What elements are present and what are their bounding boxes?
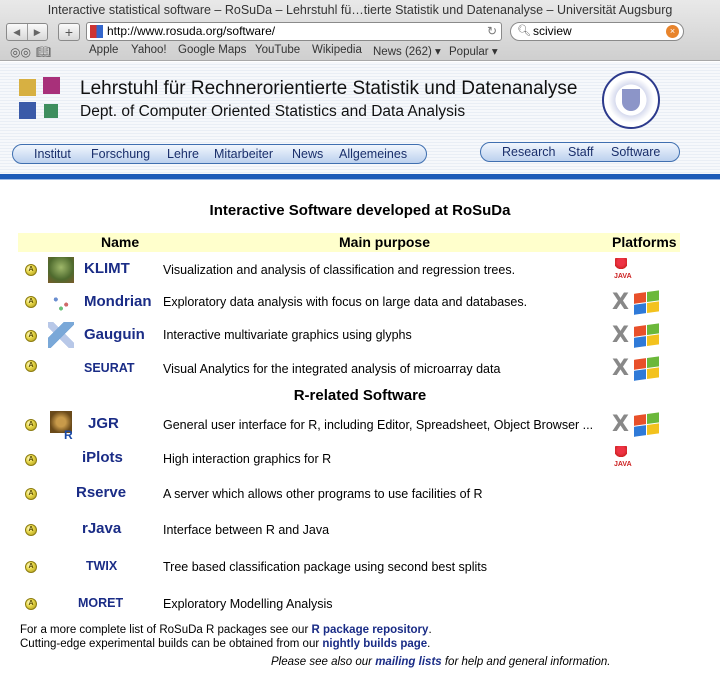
table-row [0, 355, 720, 381]
logo-square-green [44, 104, 58, 118]
footer-line-repository [20, 624, 432, 636]
bullet-icon: A [25, 330, 37, 342]
bookmark-wikipedia[interactable]: Wikipedia [312, 44, 362, 56]
bullet-icon: A [25, 360, 37, 372]
software-name-link[interactable]: Rserve [76, 484, 127, 501]
bullet-icon: A [25, 264, 37, 276]
bookmark-news[interactable]: News (262) ▾ [373, 46, 441, 58]
software-description: Interface between R and Java [163, 523, 330, 537]
platform-java-icon [612, 445, 664, 473]
mailing-lists-link[interactable]: mailing lists [375, 656, 442, 668]
software-description: A server which allows other programs to use facilities of R [163, 487, 483, 501]
back-arrow-icon[interactable]: ◀ [7, 24, 28, 40]
software-name-link[interactable]: rJava [82, 520, 122, 537]
add-bookmark-button[interactable]: + [58, 23, 80, 41]
platform-x-windows-icon: X [612, 355, 664, 383]
footer-text: . [427, 638, 431, 650]
section-title-r-related: R-related Software [293, 387, 427, 404]
software-name-link[interactable]: Mondrian [84, 293, 152, 310]
bookmark-apple[interactable]: Apple [89, 44, 119, 56]
favicon-icon [90, 25, 103, 38]
search-text: sciview [533, 24, 572, 38]
software-name-link[interactable]: iPlots [82, 449, 123, 466]
bookmark-yahoo[interactable]: Yahoo! [131, 44, 167, 56]
footer-text: . [428, 624, 432, 636]
footer-text: For a more complete list of RoSuDa R packages see our [20, 624, 312, 636]
site-title-de: Lehrstuhl für Rechnerorientierte Statistik und Datenanalyse [80, 78, 578, 99]
bookmark-youtube[interactable]: YouTube [255, 44, 301, 56]
secondary-nav [480, 142, 680, 162]
gauguin-thumbnail-icon [48, 322, 74, 348]
java-label: JAVA [614, 461, 632, 468]
software-name-link[interactable]: KLIMT [84, 260, 130, 277]
klimt-thumbnail-icon [48, 257, 74, 283]
nightly-builds-link[interactable]: nightly builds page [322, 638, 428, 650]
bullet-icon: A [25, 454, 37, 466]
search-icon: 🔍︎ [517, 25, 531, 37]
table-header [18, 233, 680, 252]
mondrian-thumbnail-icon [48, 289, 74, 315]
url-text: http://www.rosuda.org/software/ [107, 24, 276, 38]
logo-square-yellow [19, 79, 36, 96]
platform-x-windows-icon: X [612, 411, 664, 439]
footer-text: for help and general information. [441, 656, 611, 668]
table-row [0, 411, 720, 442]
university-seal-icon [602, 71, 660, 129]
clear-search-icon[interactable]: × [666, 25, 679, 38]
platform-x-windows-icon: X [612, 289, 664, 317]
address-bar[interactable] [86, 22, 502, 41]
nav-mitarbeiter[interactable]: Mitarbeiter [214, 147, 274, 161]
software-description: Visual Analytics for the integrated analysis of microarray data [163, 362, 501, 376]
nav-forschung[interactable]: Forschung [91, 147, 151, 161]
table-row [0, 591, 720, 617]
software-description: Exploratory data analysis with focus on large data and databases. [163, 295, 528, 309]
java-label: JAVA [614, 273, 632, 280]
header-purpose: Main purpose [339, 234, 431, 250]
software-name-link[interactable]: TWIX [86, 559, 118, 573]
software-description: High interaction graphics for R [163, 452, 332, 466]
bookmark-google-maps[interactable]: Google Maps [178, 44, 247, 56]
platform-java-icon [612, 257, 664, 285]
bullet-icon: A [25, 598, 37, 610]
software-name-link[interactable]: Gauguin [84, 326, 145, 343]
nav-buttons [6, 23, 48, 41]
software-description: General user interface for R, including Editor, Spreadsheet, Object Browser ... [163, 418, 594, 432]
footer-text: Cutting-edge experimental builds can be obtained from our [20, 638, 323, 650]
nav-institut[interactable]: Institut [34, 147, 71, 161]
software-name-link[interactable]: SEURAT [84, 361, 135, 375]
site-title-en: Dept. of Computer Oriented Statistics and Data Analysis [80, 103, 466, 120]
reload-icon[interactable]: ↻ [486, 24, 497, 38]
section-title-interactive: Interactive Software developed at RoSuDa [209, 202, 511, 219]
r-package-repository-link[interactable]: R package repository [311, 624, 429, 636]
search-input[interactable] [510, 22, 684, 41]
nav-lehre[interactable]: Lehre [167, 147, 199, 161]
table-row [0, 555, 720, 581]
logo-square-magenta [43, 77, 60, 94]
table-row [0, 482, 720, 508]
header-divider-light [0, 179, 720, 180]
software-description: Interactive multivariate graphics using glyphs [163, 328, 412, 342]
main-nav [12, 144, 427, 164]
nav-software[interactable]: Software [611, 145, 661, 159]
software-description: Exploratory Modelling Analysis [163, 597, 333, 611]
bookmarks-bar [0, 44, 720, 60]
table-row [0, 445, 720, 471]
r-badge-icon: R [64, 428, 73, 442]
bookmark-popular[interactable]: Popular ▾ [449, 46, 498, 58]
bullet-icon: A [25, 561, 37, 573]
table-row [0, 257, 720, 283]
reading-list-icon[interactable]: ◎◎ [10, 45, 31, 59]
platform-x-windows-icon: X [612, 322, 664, 350]
table-row [0, 322, 720, 348]
table-row [0, 289, 720, 315]
logo-square-blue [19, 102, 36, 119]
header-platforms: Platforms [612, 234, 677, 250]
software-name-link[interactable]: JGR [88, 415, 119, 432]
footer-text: Please see also our [271, 656, 376, 668]
software-description: Visualization and analysis of classification and regression trees. [163, 263, 516, 277]
header-name: Name [101, 234, 140, 250]
nav-staff[interactable]: Staff [568, 145, 594, 159]
browser-chrome [0, 0, 720, 61]
bullet-icon: A [25, 296, 37, 308]
software-description: Tree based classification package using second best splits [163, 560, 488, 574]
bookmarks-icon[interactable]: 📖︎ [36, 45, 52, 59]
table-row [0, 518, 720, 544]
software-name-link[interactable]: MORET [78, 596, 124, 610]
nav-research[interactable]: Research [502, 145, 556, 159]
window-title: Interactive statistical software – RoSuDa – Lehrstuhl fü…tierte Statistik und Datenanalyse – Universität Augsburg [47, 3, 673, 17]
footer-line-mailing [271, 656, 610, 668]
bullet-icon: A [25, 488, 37, 500]
bullet-icon: A [25, 524, 37, 536]
nav-allgemeines[interactable]: Allgemeines [339, 147, 408, 161]
footer-line-nightly [20, 638, 430, 650]
forward-arrow-icon[interactable]: ▶ [33, 27, 41, 37]
bullet-icon: A [25, 419, 37, 431]
nav-news[interactable]: News [292, 147, 324, 161]
site-header [0, 62, 720, 174]
